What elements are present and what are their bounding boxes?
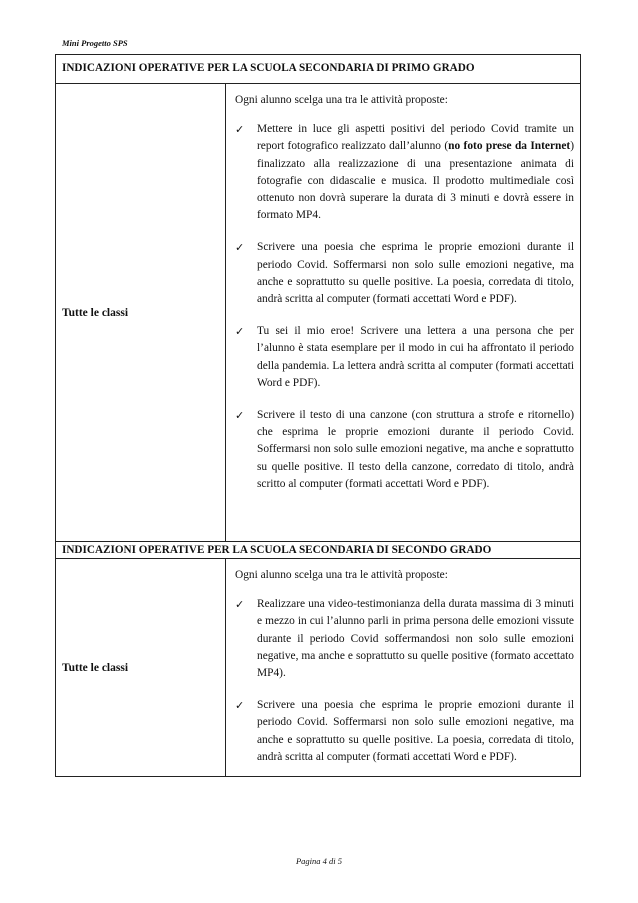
activities-cell [226,84,581,542]
activity-text: Scrivere il testo di una canzone (con struttura a strofe e ritornello) che esprima le proprie emozioni durante il periodo Covid. Soffermarsi non solo sulle emozioni negative, ma anche e soprattutto su quelle positive. Il testo della canzone, corredato di titolo, andrà scritto al computer (formati accettati Word e PDF). [257,409,574,490]
page-number: Pagina 4 di 5 [295,856,343,866]
section-header-primo-grado [56,55,581,84]
activity-text: Scrivere una poesia che esprima le proprie emozioni durante il periodo Covid. Soffermarsi non solo sulle emozioni negative, ma anche e soprattutto su quelle positive. La poesia, corredata di titolo, andrà scritta al computer (formati accettati Word e PDF). [257,241,574,306]
section-header-secondo-grado [56,542,581,559]
activity-item [235,596,574,682]
section-title: INDICAZIONI OPERATIVE PER LA SCUOLA SECONDARIA DI SECONDO GRADO [56,542,581,559]
section-row-primo-grado [56,84,581,542]
activities-intro: Ogni alunno scelga una tra le attività proposte: [235,569,448,581]
check-mark-icon: ✓ [235,699,245,713]
check-mark-icon: ✓ [235,325,245,339]
activity-item [235,697,574,766]
activities-intro: Ogni alunno scelga una tra le attività proposte: [235,94,448,106]
activity-item [235,239,574,308]
activity-text: Tu sei il mio eroe! Scrivere una lettera a una persona che per l’alunno è stata esemplare per il modo in cui ha affrontato il periodo della pandemia. La lettera andrà scritta al computer (formati accettati Word e PDF). [257,325,574,389]
activity-item [235,407,574,493]
check-mark-icon: ✓ [235,123,245,137]
class-label: Tutte le classi [56,559,226,777]
activity-text: Mettere in luce gli aspetti positivi del periodo Covid tramite un report fotografico realizzato dall’alunno (no foto prese da Internet) finalizzato alla realizzazione di una presentazione animata di fotografie con didascalie e musica. Il prodotto multimediale così ottenuto non dovrà superare la durata di 3 minuti e dovrà essere in formato MP4. [257,123,574,222]
activity-text: Scrivere una poesia che esprima le proprie emozioni durante il periodo Covid. Soffermarsi non solo sulle emozioni negative, ma anche e soprattutto su quelle positive. La poesia, corredata di titolo, andrà scritta al computer (formati accettati Word e PDF). [257,699,574,763]
activity-text: Realizzare una video-testimonianza della durata massima di 3 minuti e mezzo in cui l’alunno parli in prima persona delle emozioni vissute durante il periodo Covid soffermandosi non solo sulle emozioni negative, ma anche e soprattutto su quelle positive (formato accettato MP4). [257,598,574,680]
activities-cell [226,559,581,777]
section-title: INDICAZIONI OPERATIVE PER LA SCUOLA SECONDARIA DI PRIMO GRADO [56,55,581,84]
check-mark-icon: ✓ [235,241,245,255]
class-label: Tutte le classi [56,84,226,542]
check-mark-icon: ✓ [235,409,245,423]
emphasis-text: no foto prese da Internet [448,140,571,153]
activity-item [235,323,574,392]
check-mark-icon: ✓ [235,598,245,612]
page-header: Mini Progetto SPS [62,38,128,48]
activity-item [235,121,574,224]
activities-table [55,54,581,777]
section-row-secondo-grado [56,559,581,777]
